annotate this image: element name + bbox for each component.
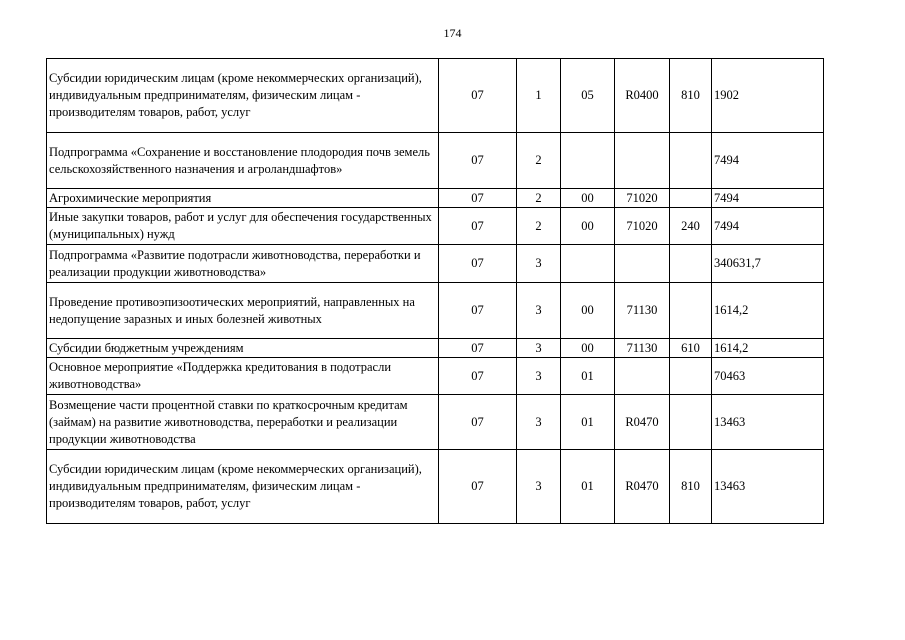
table-row <box>47 339 824 358</box>
table-row <box>47 395 824 450</box>
row-name: Субсидии бюджетным учреждениям <box>47 339 439 358</box>
row-subsection: 1 <box>517 59 561 133</box>
row-target-article <box>615 245 670 283</box>
row-target-article <box>615 358 670 395</box>
row-name: Подпрограмма «Сохранение и восстановление плодородия почв земель сельскохозяйственного назначения и агроландшафтов» <box>47 133 439 189</box>
row-program <box>561 133 615 189</box>
row-expense-type <box>670 358 712 395</box>
row-program: 05 <box>561 59 615 133</box>
row-subsection: 3 <box>517 283 561 339</box>
row-program: 00 <box>561 189 615 208</box>
row-section: 07 <box>439 59 517 133</box>
row-expense-type: 610 <box>670 339 712 358</box>
row-amount: 7494 <box>712 133 824 189</box>
table-row <box>47 59 824 133</box>
row-subsection: 2 <box>517 208 561 245</box>
row-section: 07 <box>439 133 517 189</box>
row-name: Агрохимические мероприятия <box>47 189 439 208</box>
row-section: 07 <box>439 208 517 245</box>
row-target-article: 71130 <box>615 283 670 339</box>
row-subsection: 3 <box>517 358 561 395</box>
row-section: 07 <box>439 283 517 339</box>
row-target-article: 71020 <box>615 189 670 208</box>
table-row <box>47 208 824 245</box>
row-amount: 13463 <box>712 395 824 450</box>
table-row <box>47 450 824 524</box>
row-section: 07 <box>439 189 517 208</box>
row-target-article: R0470 <box>615 395 670 450</box>
row-subsection: 3 <box>517 395 561 450</box>
row-name: Субсидии юридическим лицам (кроме некоммерческих организаций), индивидуальным предпринимателям, физическим лицам - производителям товаров, работ, услуг <box>47 59 439 133</box>
row-name: Основное мероприятие «Поддержка кредитования в подотрасли животноводства» <box>47 358 439 395</box>
row-name: Возмещение части процентной ставки по краткосрочным кредитам (займам) на развитие животноводства, переработки и реализации продукции животноводства <box>47 395 439 450</box>
row-expense-type: 810 <box>670 59 712 133</box>
row-amount: 1614,2 <box>712 283 824 339</box>
row-expense-type <box>670 283 712 339</box>
row-expense-type: 240 <box>670 208 712 245</box>
row-subsection: 2 <box>517 189 561 208</box>
row-subsection: 3 <box>517 339 561 358</box>
table-row <box>47 245 824 283</box>
row-expense-type <box>670 189 712 208</box>
row-name: Подпрограмма «Развитие подотрасли животноводства, переработки и реализации продукции животноводства» <box>47 245 439 283</box>
row-program: 01 <box>561 450 615 524</box>
row-expense-type: 810 <box>670 450 712 524</box>
row-amount: 13463 <box>712 450 824 524</box>
row-name: Субсидии юридическим лицам (кроме некоммерческих организаций), индивидуальным предпринимателям, физическим лицам - производителям товаров, работ, услуг <box>47 450 439 524</box>
table-row <box>47 283 824 339</box>
row-program: 00 <box>561 283 615 339</box>
row-target-article: R0470 <box>615 450 670 524</box>
row-program: 00 <box>561 208 615 245</box>
row-section: 07 <box>439 245 517 283</box>
table-row <box>47 189 824 208</box>
row-section: 07 <box>439 358 517 395</box>
row-subsection: 3 <box>517 245 561 283</box>
table-row <box>47 133 824 189</box>
row-amount: 7494 <box>712 189 824 208</box>
row-expense-type <box>670 245 712 283</box>
page-number: 174 <box>443 26 462 40</box>
row-program: 01 <box>561 395 615 450</box>
table-row <box>47 358 824 395</box>
row-section: 07 <box>439 339 517 358</box>
row-program: 00 <box>561 339 615 358</box>
row-amount: 7494 <box>712 208 824 245</box>
row-section: 07 <box>439 450 517 524</box>
row-program <box>561 245 615 283</box>
row-amount: 340631,7 <box>712 245 824 283</box>
row-amount: 1902 <box>712 59 824 133</box>
row-target-article: 71130 <box>615 339 670 358</box>
budget-table <box>46 58 824 524</box>
row-expense-type <box>670 133 712 189</box>
row-expense-type <box>670 395 712 450</box>
row-amount: 70463 <box>712 358 824 395</box>
row-target-article: 71020 <box>615 208 670 245</box>
row-subsection: 3 <box>517 450 561 524</box>
row-target-article: R0400 <box>615 59 670 133</box>
row-subsection: 2 <box>517 133 561 189</box>
row-name: Проведение противоэпизоотических мероприятий, направленных на недопущение заразных и иных болезней животных <box>47 283 439 339</box>
row-program: 01 <box>561 358 615 395</box>
row-amount: 1614,2 <box>712 339 824 358</box>
row-section: 07 <box>439 395 517 450</box>
row-target-article <box>615 133 670 189</box>
row-name: Иные закупки товаров, работ и услуг для обеспечения государственных (муниципальных) нужд <box>47 208 439 245</box>
